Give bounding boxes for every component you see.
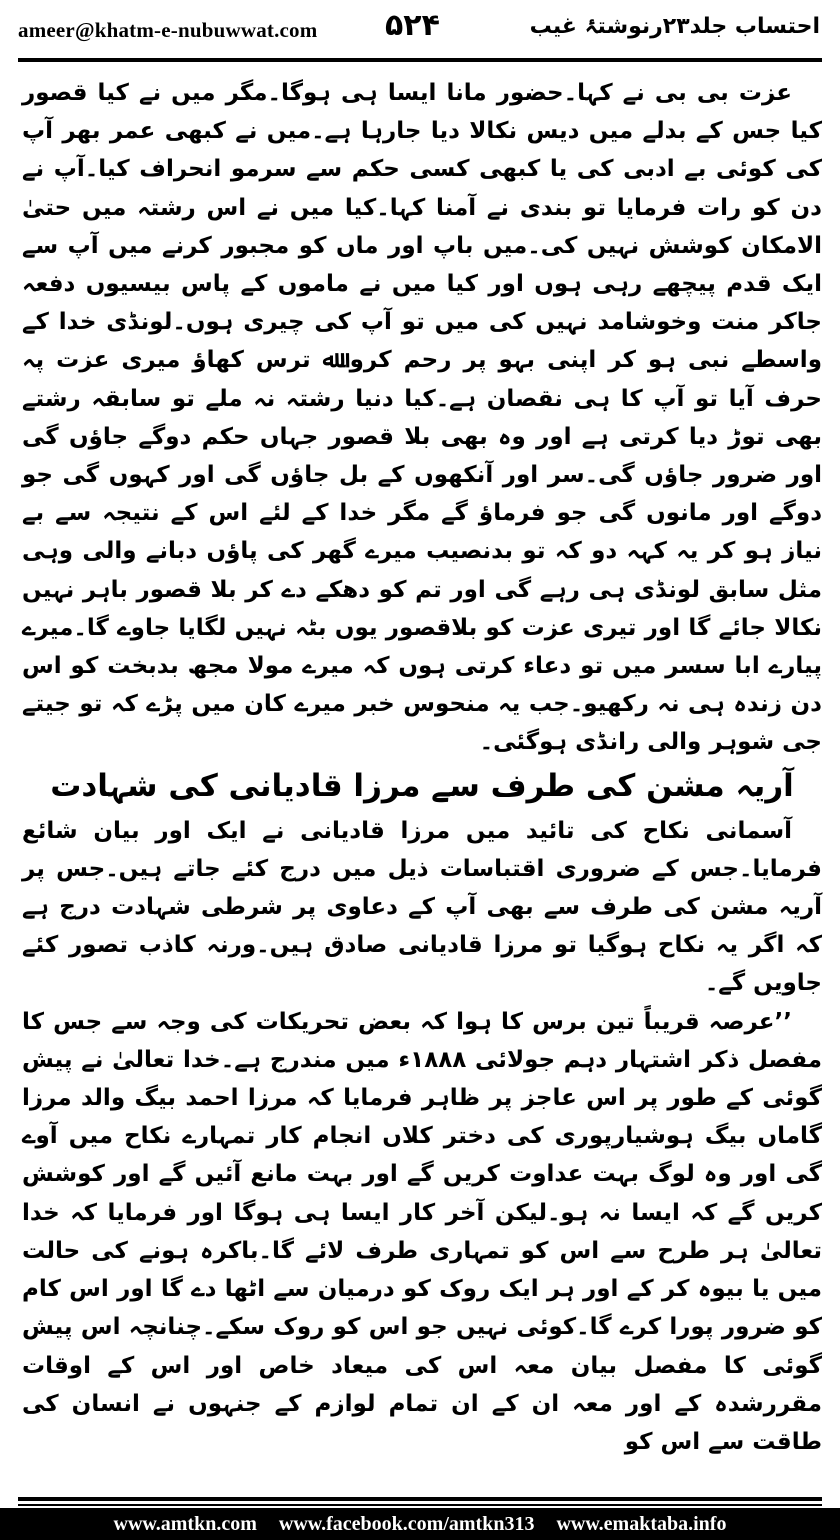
paragraph-quotation: ’’عرصہ قریباً تین برس کا ہوا کہ بعض تحریکات کی وجہ سے جس کا مفصل ذکر اشتہار دہم جولائی ۱۸۸۸ء میں مندرج ہے۔خدا تعالیٰ نے پیش گوئی کے طور پر اس عاجز پر ظاہر فرمایا کہ مرزا احمد بیگ والد مرزا گاماں بیگ ہوشیارپوری کی دختر کلاں انجام کار تمہارے نکاح میں آوے گی اور وہ لوگ بہت عداوت کریں گے اور بہت مانع آئیں گے اور کوشش کریں گے کہ ایسا نہ ہو۔لیکن آخر کار ایسا ہی ہوگا اور فرمایا کہ خدا تعالیٰ ہر طرح سے اس کو تمہاری طرف لائے گا۔باکرہ ہونے کی حالت میں یا بیوہ کر کے اور ہر ایک روک کو درمیان سے اٹھا دے گا اور اس کام کو ضرور پورا کرے گا۔کوئی نہیں جو اس کو روک سکے۔چنانچہ اس پیش گوئی کا مفصل بیان معہ اس کی میعاد خاص اور اس کے اوقات مقررشدہ کے اور معہ ان کے ان تمام لوازم کے جنہوں نے انسان کی طاقت سے اس کو [22, 1008, 822, 1455]
footer-divider-thin [18, 1504, 822, 1506]
header-email: ameer@khatm-e-nubuwwat.com [18, 18, 318, 42]
footer-link-facebook[interactable]: www.facebook.com/amtkn313 [278, 1512, 535, 1535]
footer-divider-thick [18, 1497, 822, 1501]
header-divider [18, 58, 822, 62]
paragraph-intro: آسمانی نکاح کی تائید میں مرزا قادیانی نے ایک اور بیان شائع فرمایا۔جس کے ضروری اقتباسات ذیل میں درج کئے جاتے ہیں۔جس پر آریہ مشن کی طرف سے بھی آپ کے دعاوی پر شرطی شہادت درج ہے کہ اگر یہ نکاح ہوگیا تو مرزا قادیانی صادق ہیں۔ورنہ کاذب تصور کئے جاویں گے۔ [22, 817, 822, 997]
book-title: احتساب جلد۲۳رنوشتۂ غیب [529, 14, 820, 39]
page-body [22, 74, 822, 1461]
footer-link-emaktaba[interactable]: www.emaktaba.info [556, 1512, 727, 1535]
paragraph-dialogue: عزت بی بی نے کہا۔حضور مانا ایسا ہی ہوگا۔مگر میں نے کیا قصور کیا جس کے بدلے میں دیس نکالا دیا جارہا ہے۔میں نے کبھی عمر بھر آپ کی کوئی بے ادبی کی یا کبھی کسی حکم سے سرمو انحراف کیا۔آپ نے دن کو رات فرمایا تو بندی نے آمنا کہا۔کیا میں نے اس رشتہ میں حتیٰ الامکان کوشش نہیں کی۔میں باپ اور ماں کو مجبور کرنے میں آپ سے ایک قدم پیچھے رہی ہوں اور کیا میں نے ماموں کے پاس بیسیوں دفعہ جاکر منت وخوشامد نہیں کی میں تو آپ کی چیری ہوں۔لونڈی خدا کے واسطے نبی ہو کر اپنی بہو پر رحم کرو۔ﷲ ترس کھاؤ میری عزت پہ حرف آیا تو آپ کا ہی نقصان ہے۔کیا دنیا رشتہ نہ ملے تو سابقہ رشتے بھی توڑ دیا کرتی ہے اور وہ بھی بلا قصور جہاں حکم دوگے جاؤں گی اور ضرور جاؤں گی۔سر اور آنکھوں کے بل جاؤں گی اور کہوں گی جو دوگے اور مانوں گی جو فرماؤ گے مگر خدا کے لئے اس کے نتیجہ سے بے نیاز ہو کر یہ کہہ دو کہ تو بدنصیب میرے گھر کی پاؤں دبانے والی وہی مثل سابق لونڈی ہی رہے گی اور تم کو دھکے دے کر بلا قصور باہر نہیں نکالا جائے گا اور تیری عزت کو بلاقصور یوں بٹہ نہیں لگایا جاوے گا۔میرے پیارے ابا سسر میں تو دعاء کرتی ہوں کہ میرے مولا مجھ بدبخت کو اس دن زندہ ہی نہ رکھیو۔جب یہ منحوس خبر میرے کان میں پڑے کہ تو جیتے جی شوہر والی رانڈی ہوگئی۔ [22, 80, 822, 756]
page-header [0, 0, 840, 62]
footer-link-amtkn[interactable]: www.amtkn.com [113, 1512, 257, 1535]
page-number: ۵۲۴ [385, 8, 440, 43]
section-heading: آریہ مشن کی طرف سے مرزا قادیانی کی شہادت [50, 767, 794, 804]
page-footer [0, 1508, 840, 1540]
